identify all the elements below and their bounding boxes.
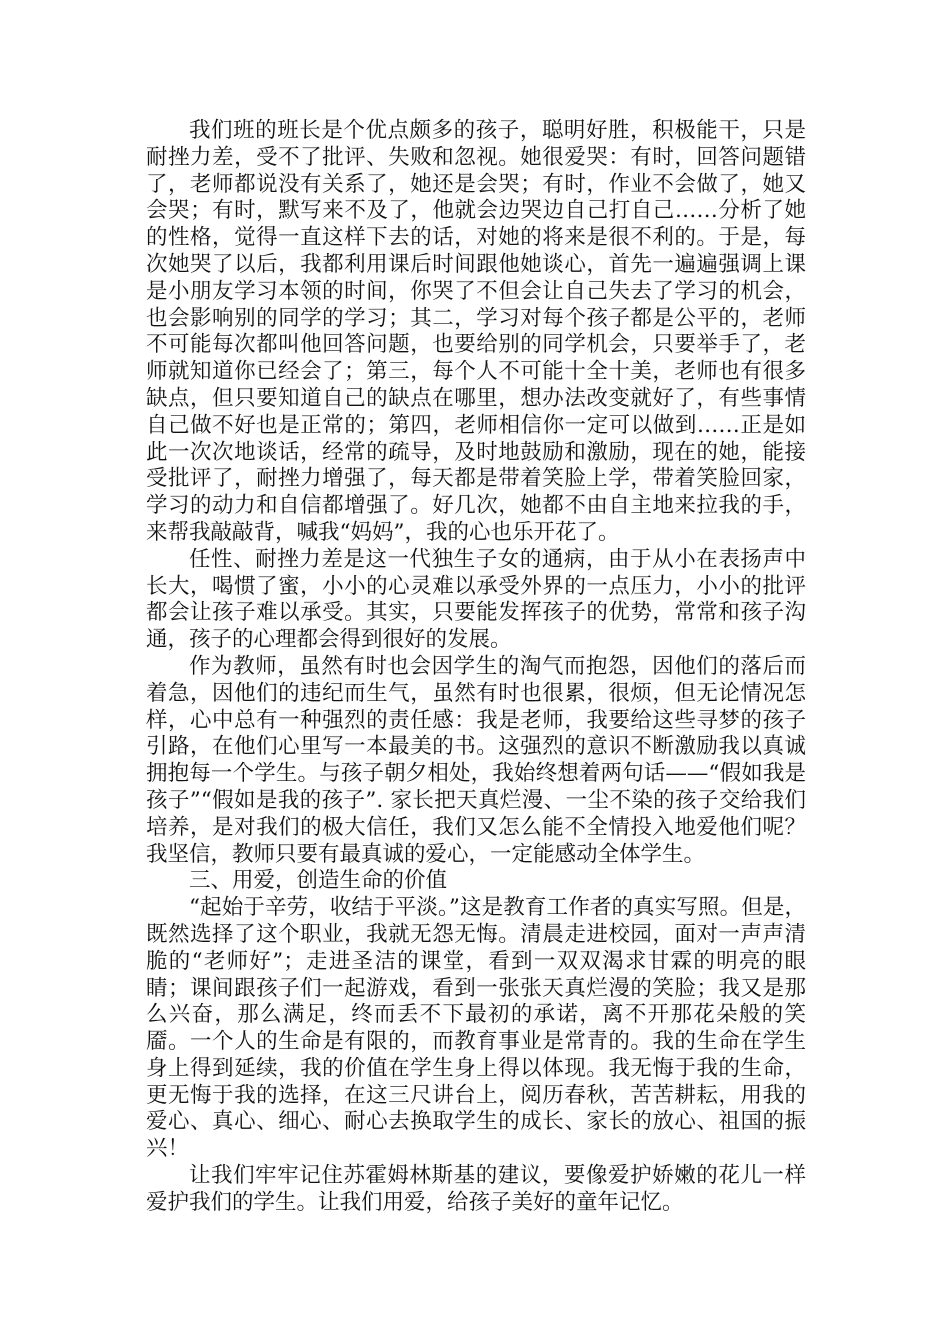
paragraph-only-child-trait: 任性、耐挫力差是这一代独生子女的通病，由于从小在表扬声中长大，喝惯了蜜，小小的心灵难以承受外界的一点压力，小小的批评都会让孩子难以承受。其实，只要能发挥孩子的优势，常常和孩子沟通，孩子的心理都会得到很好的发展。 bbox=[146, 546, 806, 653]
paragraph-teacher-responsibility: 作为教师，虽然有时也会因学生的淘气而抱怨，因他们的落后而着急，因他们的违纪而生气，虽然有时也很累，很烦，但无论情况怎样，心中总有一种强烈的责任感：我是老师，我要给这些寻梦的孩子引路，在他们心里写一本最美的书。这强烈的意识不断激励我以真诚拥抱每一个学生。与孩子朝夕相处，我始终想着两句话——“假如我是孩子”“假如是我的孩子”. 家长把天真烂漫、一尘不染的孩子交给我们培养，是对我们的极大信任，我们又怎么能不全情投入地爱他们呢？我坚信，教师只要有最真诚的爱心，一定能感动全体学生。 bbox=[146, 653, 806, 867]
document-body bbox=[146, 118, 806, 1217]
paragraph-class-monitor-story: 我们班的班长是个优点颇多的孩子，聪明好胜，积极能干，只是耐挫力差，受不了批评、失败和忽视。她很爱哭：有时，回答问题错了，老师都说没有关系了，她还是会哭；有时，作业不会做了，她又会哭；有时，默写来不及了，他就会边哭边自己打自己……分析了她的性格，觉得一直这样下去的话，对她的将来是很不利的。于是，每次她哭了以后，我都利用课后时间跟他她谈心，首先一遍遍强调上课是小朋友学习本领的时间，你哭了不但会让自己失去了学习的机会，也会影响别的同学的学习；其二，学习对每个孩子都是公平的，老师不可能每次都叫他回答问题，也要给别的同学机会，只要举手了，老师就知道你已经会了；第三，每个人不可能十全十美，老师也有很多缺点，但只要知道自己的缺点在哪里，想办法改变就好了，有些事情自己做不好也是正常的；第四，老师相信你一定可以做到……正是如此一次次地谈话，经常的疏导，及时地鼓励和激励，现在的她，能接受批评了，耐挫力增强了，每天都是带着笑脸上学，带着笑脸回家，学习的动力和自信都增强了。好几次，她都不由自主地来拉我的手，来帮我敲敲背，喊我“妈妈”，我的心也乐开花了。 bbox=[146, 118, 806, 545]
paragraph-closing: 让我们牢牢记住苏霍姆林斯基的建议，要像爱护娇嫩的花儿一样爱护我们的学生。让我们用爱，给孩子美好的童年记忆。 bbox=[146, 1163, 806, 1215]
paragraph-value-of-life: “起始于辛劳，收结于平淡。”这是教育工作者的真实写照。但是，既然选择了这个职业，我就无怨无悔。清晨走进校园，面对一声声清脆的“老师好”；走进圣洁的课堂，看到一双双渴求甘霖的明亮的眼睛；课间跟孩子们一起游戏，看到一张张天真烂漫的笑脸；我又是那么兴奋，那么满足，终而丢不下最初的承诺，离不开那花朵般的笑靥。一个人的生命是有限的，而教育事业是常青的。我的生命在学生身上得到延续，我的价值在学生身上得以体现。我无悔于我的生命，更无悔于我的选择，在这三尺讲台上，阅历春秋，苦苦耕耘，用我的爱心、真心、细心、耐心去换取学生的成长、家长的放心、祖国的振兴！ bbox=[146, 895, 806, 1162]
section-heading-3: 三、用爱，创造生命的价值 bbox=[189, 868, 448, 894]
